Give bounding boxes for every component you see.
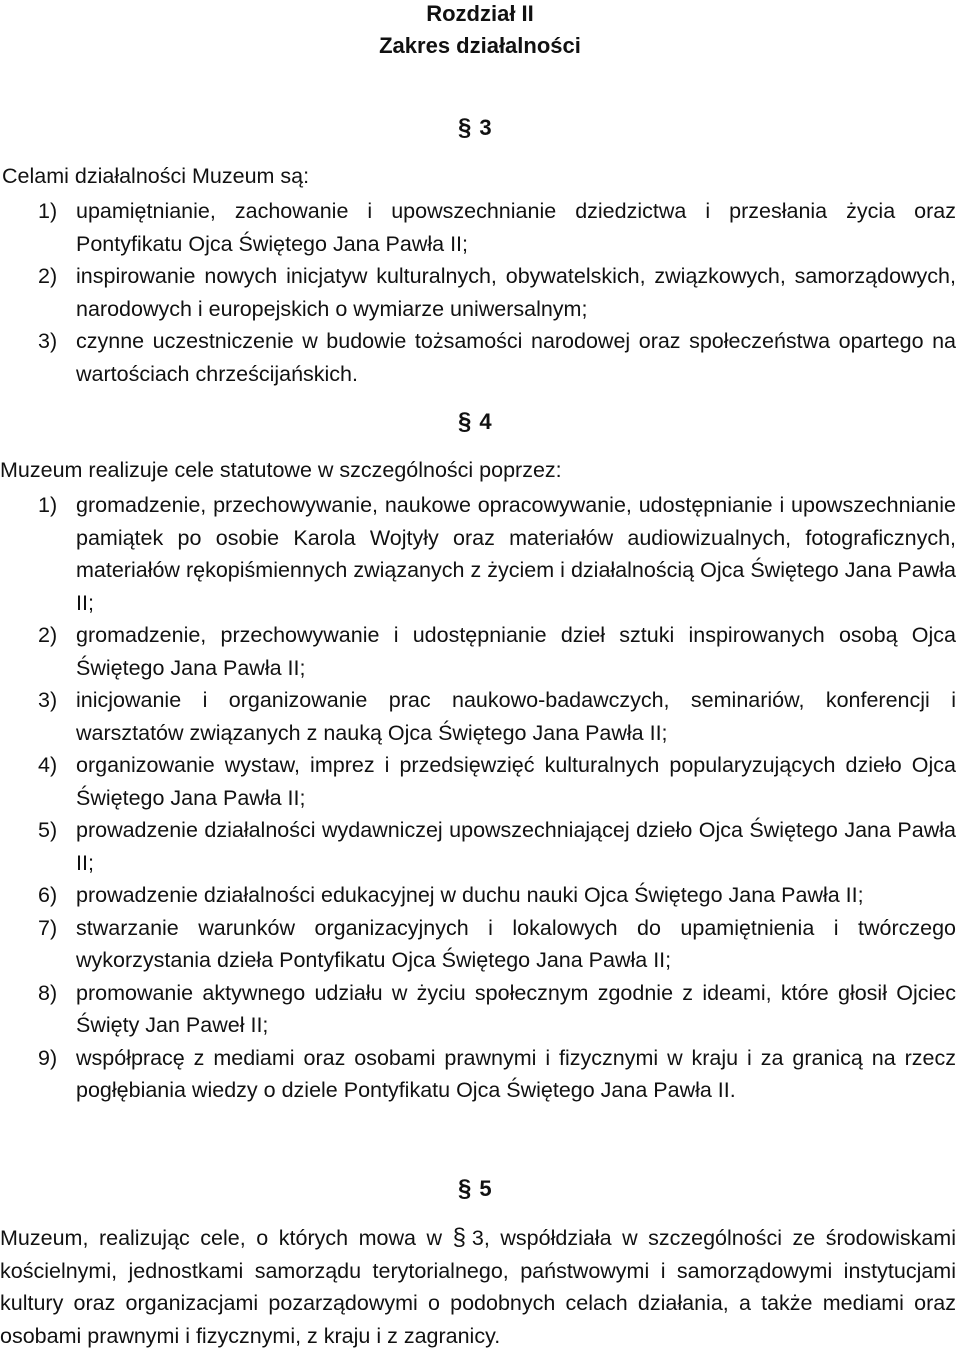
section-5-paragraph bbox=[0, 1222, 956, 1352]
item-number: 4) bbox=[38, 753, 58, 777]
section-number: 5 bbox=[479, 1176, 492, 1201]
item-number: 2) bbox=[38, 264, 58, 288]
item-number: 8) bbox=[38, 980, 58, 1005]
item-text: organizowanie wystaw, imprez i przedsięwzięć kulturalnych popularyzujących dzieło Ojca Świętego Jana Pawła II; bbox=[76, 753, 956, 810]
list-item bbox=[0, 977, 956, 1042]
section-3-intro: Celami działalności Muzeum są: bbox=[2, 164, 310, 188]
item-number: 2) bbox=[38, 623, 58, 647]
item-text: czynne uczestniczenie w budowie tożsamości narodowej oraz społeczeństwa opartego na wartościach chrześcijańskich. bbox=[76, 329, 956, 386]
paragraph-text-start: Muzeum, realizując cele, o których mowa w bbox=[0, 1226, 443, 1250]
section-4-intro: Muzeum realizuje cele statutowe w szczególności poprzez: bbox=[0, 458, 562, 482]
section-symbol: § bbox=[458, 408, 472, 435]
paragraph-text-end: współdziała w szczególności ze środowiskami kościelnymi, jednostkami samorządu terytorialnego, państwowymi i samorządowymi instytucjami kultury oraz organizacjami pozarządowymi o podobnych celach działania, a także mediami oraz osobami prawnymi i fizycznymi, z kraju i z zagranicy. bbox=[0, 1226, 956, 1348]
item-text: gromadzenie, przechowywanie i udostępnianie dzieł sztuki inspirowanych osobą Ojca Świętego Jana Pawła II; bbox=[76, 623, 956, 680]
item-number: 3) bbox=[38, 688, 58, 712]
item-text: inspirowanie nowych inicjatyw kulturalnych, obywatelskich, związkowych, samorządowych, narodowych i europejskich o wymiarze uniwersalnym; bbox=[76, 264, 956, 321]
item-number: 1) bbox=[38, 199, 58, 223]
item-number: 7) bbox=[38, 915, 58, 940]
reference-symbol: § bbox=[452, 1224, 466, 1251]
reference-number: 3, bbox=[471, 1226, 490, 1250]
item-text: prowadzenie działalności wydawniczej upowszechniającej dzieło Ojca Świętego Jana Pawła II; bbox=[76, 818, 956, 875]
list-item bbox=[0, 912, 956, 977]
item-text: promowanie aktywnego udziału w życiu społecznym zgodnie z ideami, które głosił Ojciec Święty Jan Paweł II; bbox=[76, 980, 956, 1037]
list-item bbox=[0, 749, 956, 814]
item-text: inicjowanie i organizowanie prac naukowo-badawczych, seminariów, konferencji i warsztatów związanych z nauką Ojca Świętego Jana Pawła II; bbox=[76, 688, 956, 745]
list-item bbox=[0, 489, 956, 619]
item-text: stwarzanie warunków organizacyjnych i lokalowych do upamiętnienia i twórczego wykorzystania dzieła Pontyfikatu Ojca Świętego Jana Pawła II; bbox=[76, 915, 956, 972]
item-text: prowadzenie działalności edukacyjnej w duchu nauki Ojca Świętego Jana Pawła II; bbox=[76, 883, 864, 907]
item-number: 3) bbox=[38, 329, 58, 353]
item-text: współpracę z mediami oraz osobami prawnymi i fizycznymi w kraju i za granicą na rzecz pogłębiania wiedzy o dziele Pontyfikatu Ojca Świętego Jana Pawła II. bbox=[76, 1045, 956, 1102]
item-text: upamiętnianie, zachowanie i upowszechnianie dziedzictwa i przesłania życia oraz Pontyfikatu Ojca Świętego Jana Pawła II; bbox=[76, 199, 956, 256]
list-item bbox=[0, 325, 956, 390]
item-text: gromadzenie, przechowywanie, naukowe opracowywanie, udostępnianie i upowszechnianie pamiątek po osobie Karola Wojtyły oraz materiałów audiowizualnych, fotograficznych, materiałów rękopiśmiennych związanych z życiem i działalnością Ojca Świętego Jana Pawła II; bbox=[76, 493, 956, 615]
section-3-list bbox=[0, 195, 956, 390]
section-symbol: § bbox=[458, 1175, 472, 1202]
item-number: 5) bbox=[38, 818, 58, 842]
chapter-subtitle: Zakres działalności bbox=[379, 33, 581, 58]
section-reference bbox=[453, 1222, 490, 1255]
section-4-list bbox=[0, 489, 956, 1107]
item-number: 1) bbox=[38, 493, 58, 517]
section-number: 3 bbox=[479, 115, 492, 140]
section-5-heading bbox=[458, 1175, 492, 1203]
chapter-title: Rozdział II bbox=[426, 1, 534, 26]
item-number: 6) bbox=[38, 883, 58, 907]
list-item bbox=[0, 195, 956, 260]
list-item bbox=[0, 879, 956, 912]
section-4-heading bbox=[458, 408, 492, 436]
list-item bbox=[0, 1042, 956, 1107]
item-number: 9) bbox=[38, 1045, 58, 1070]
section-3-heading bbox=[458, 114, 492, 142]
list-item bbox=[0, 619, 956, 684]
list-item bbox=[0, 684, 956, 749]
section-number: 4 bbox=[479, 409, 492, 434]
list-item bbox=[0, 814, 956, 879]
section-symbol: § bbox=[458, 114, 472, 141]
list-item bbox=[0, 260, 956, 325]
